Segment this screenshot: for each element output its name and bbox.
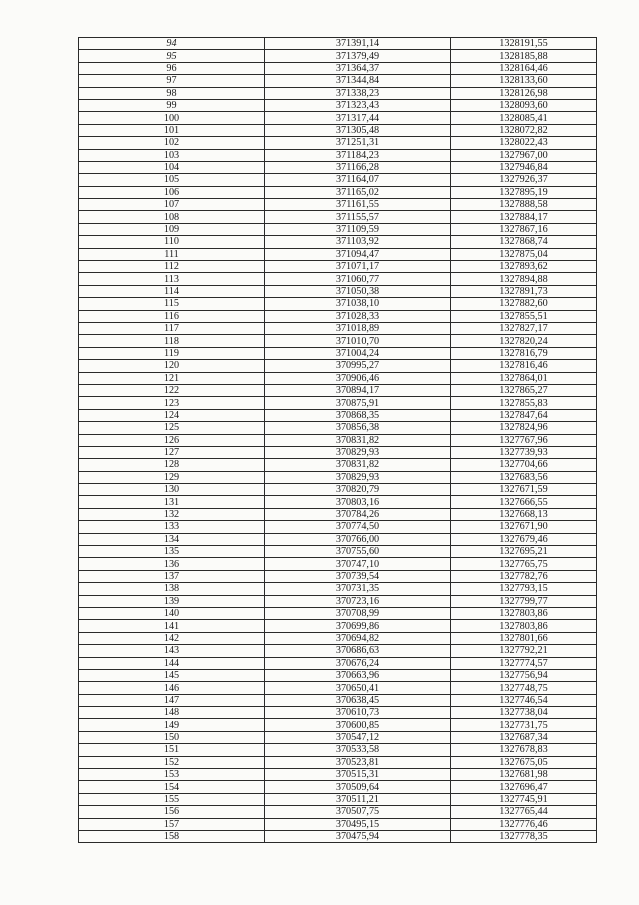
point-number-cell: 96: [79, 62, 265, 74]
point-number-cell: 104: [79, 161, 265, 173]
point-number-cell: 121: [79, 372, 265, 384]
table-row: [79, 211, 597, 223]
table-row: [79, 50, 597, 62]
y-coordinate-cell: 1327776,46: [451, 818, 597, 830]
point-number-cell: 135: [79, 546, 265, 558]
y-coordinate-cell: 1327891,73: [451, 285, 597, 297]
table-row: [79, 161, 597, 173]
table-row: [79, 174, 597, 186]
table-row: [79, 769, 597, 781]
y-coordinate-cell: 1327767,96: [451, 434, 597, 446]
point-number-cell: 106: [79, 186, 265, 198]
table-row: [79, 397, 597, 409]
table-row: [79, 38, 597, 50]
point-number-cell: 129: [79, 471, 265, 483]
y-coordinate-cell: 1327679,46: [451, 533, 597, 545]
point-number-cell: 155: [79, 793, 265, 805]
table-row: [79, 583, 597, 595]
point-number-cell: 115: [79, 298, 265, 310]
table-row: [79, 793, 597, 805]
x-coordinate-cell: 370708,99: [265, 607, 451, 619]
point-number-cell: 154: [79, 781, 265, 793]
table-row: [79, 223, 597, 235]
x-coordinate-cell: 370803,16: [265, 496, 451, 508]
x-coordinate-cell: 371165,02: [265, 186, 451, 198]
y-coordinate-cell: 1327774,57: [451, 657, 597, 669]
table-row: [79, 199, 597, 211]
table-row: [79, 360, 597, 372]
y-coordinate-cell: 1327756,94: [451, 669, 597, 681]
x-coordinate-cell: 370755,60: [265, 546, 451, 558]
table-row: [79, 446, 597, 458]
table-row: [79, 471, 597, 483]
x-coordinate-cell: 371038,10: [265, 298, 451, 310]
point-number-cell: 94: [79, 38, 265, 50]
x-coordinate-cell: 370784,26: [265, 508, 451, 520]
x-coordinate-cell: 370875,91: [265, 397, 451, 409]
table-row: [79, 372, 597, 384]
x-coordinate-cell: 370739,54: [265, 570, 451, 582]
x-coordinate-cell: 370820,79: [265, 484, 451, 496]
table-row: [79, 521, 597, 533]
y-coordinate-cell: 1327678,83: [451, 744, 597, 756]
y-coordinate-cell: 1327668,13: [451, 508, 597, 520]
y-coordinate-cell: 1327731,75: [451, 719, 597, 731]
point-number-cell: 145: [79, 669, 265, 681]
table-row: [79, 248, 597, 260]
point-number-cell: 148: [79, 707, 265, 719]
table-row: [79, 261, 597, 273]
point-number-cell: 130: [79, 484, 265, 496]
x-coordinate-cell: 371094,47: [265, 248, 451, 260]
table-row: [79, 236, 597, 248]
x-coordinate-cell: 370600,85: [265, 719, 451, 731]
y-coordinate-cell: 1327687,34: [451, 731, 597, 743]
point-number-cell: 153: [79, 769, 265, 781]
y-coordinate-cell: 1328093,60: [451, 99, 597, 111]
y-coordinate-cell: 1327827,17: [451, 322, 597, 334]
y-coordinate-cell: 1327782,76: [451, 570, 597, 582]
x-coordinate-cell: 370831,82: [265, 459, 451, 471]
point-number-cell: 133: [79, 521, 265, 533]
table-row: [79, 62, 597, 74]
y-coordinate-cell: 1327816,46: [451, 360, 597, 372]
y-coordinate-cell: 1328164,46: [451, 62, 597, 74]
y-coordinate-cell: 1328022,43: [451, 137, 597, 149]
table-row: [79, 707, 597, 719]
table-row: [79, 781, 597, 793]
table-row: [79, 112, 597, 124]
point-number-cell: 152: [79, 756, 265, 768]
x-coordinate-cell: 371060,77: [265, 273, 451, 285]
y-coordinate-cell: 1327867,16: [451, 223, 597, 235]
table-row: [79, 459, 597, 471]
table-row: [79, 806, 597, 818]
table-row: [79, 434, 597, 446]
y-coordinate-cell: 1327738,04: [451, 707, 597, 719]
y-coordinate-cell: 1327820,24: [451, 335, 597, 347]
point-number-cell: 136: [79, 558, 265, 570]
table-row: [79, 149, 597, 161]
table-row: [79, 570, 597, 582]
table-row: [79, 657, 597, 669]
x-coordinate-cell: 371161,55: [265, 199, 451, 211]
y-coordinate-cell: 1327865,27: [451, 384, 597, 396]
x-coordinate-cell: 370610,73: [265, 707, 451, 719]
table-row: [79, 682, 597, 694]
point-number-cell: 102: [79, 137, 265, 149]
y-coordinate-cell: 1327864,01: [451, 372, 597, 384]
point-number-cell: 107: [79, 199, 265, 211]
x-coordinate-cell: 370515,31: [265, 769, 451, 781]
table-row: [79, 546, 597, 558]
table-row: [79, 620, 597, 632]
point-number-cell: 117: [79, 322, 265, 334]
x-coordinate-cell: 371391,14: [265, 38, 451, 50]
x-coordinate-cell: 371103,92: [265, 236, 451, 248]
table-row: [79, 645, 597, 657]
point-number-cell: 124: [79, 409, 265, 421]
point-number-cell: 95: [79, 50, 265, 62]
point-number-cell: 149: [79, 719, 265, 731]
point-number-cell: 120: [79, 360, 265, 372]
table-row: [79, 558, 597, 570]
x-coordinate-cell: 370686,63: [265, 645, 451, 657]
table-row: [79, 508, 597, 520]
point-number-cell: 111: [79, 248, 265, 260]
point-number-cell: 127: [79, 446, 265, 458]
x-coordinate-cell: 371010,70: [265, 335, 451, 347]
table-row: [79, 694, 597, 706]
y-coordinate-cell: 1327824,96: [451, 422, 597, 434]
table-row: [79, 285, 597, 297]
point-number-cell: 122: [79, 384, 265, 396]
y-coordinate-cell: 1327746,54: [451, 694, 597, 706]
x-coordinate-cell: 371317,44: [265, 112, 451, 124]
x-coordinate-cell: 371379,49: [265, 50, 451, 62]
point-number-cell: 99: [79, 99, 265, 111]
coordinates-table: [78, 37, 597, 843]
table-row: [79, 273, 597, 285]
y-coordinate-cell: 1327739,93: [451, 446, 597, 458]
table-row: [79, 831, 597, 843]
x-coordinate-cell: 370650,41: [265, 682, 451, 694]
y-coordinate-cell: 1327868,74: [451, 236, 597, 248]
x-coordinate-cell: 370699,86: [265, 620, 451, 632]
x-coordinate-cell: 371155,57: [265, 211, 451, 223]
y-coordinate-cell: 1328191,55: [451, 38, 597, 50]
table-row: [79, 99, 597, 111]
x-coordinate-cell: 370723,16: [265, 595, 451, 607]
point-number-cell: 151: [79, 744, 265, 756]
point-number-cell: 158: [79, 831, 265, 843]
table-row: [79, 484, 597, 496]
x-coordinate-cell: 370856,38: [265, 422, 451, 434]
point-number-cell: 139: [79, 595, 265, 607]
x-coordinate-cell: 370511,21: [265, 793, 451, 805]
x-coordinate-cell: 371364,37: [265, 62, 451, 74]
y-coordinate-cell: 1327681,98: [451, 769, 597, 781]
point-number-cell: 128: [79, 459, 265, 471]
y-coordinate-cell: 1327847,64: [451, 409, 597, 421]
y-coordinate-cell: 1327884,17: [451, 211, 597, 223]
x-coordinate-cell: 371028,33: [265, 310, 451, 322]
x-coordinate-cell: 370638,45: [265, 694, 451, 706]
table-row: [79, 818, 597, 830]
y-coordinate-cell: 1327803,86: [451, 620, 597, 632]
table-row: [79, 298, 597, 310]
x-coordinate-cell: 370495,15: [265, 818, 451, 830]
x-coordinate-cell: 370676,24: [265, 657, 451, 669]
table-row: [79, 347, 597, 359]
point-number-cell: 140: [79, 607, 265, 619]
table-row: [79, 137, 597, 149]
y-coordinate-cell: 1327882,60: [451, 298, 597, 310]
x-coordinate-cell: 370894,17: [265, 384, 451, 396]
point-number-cell: 103: [79, 149, 265, 161]
point-number-cell: 110: [79, 236, 265, 248]
point-number-cell: 131: [79, 496, 265, 508]
y-coordinate-cell: 1327748,75: [451, 682, 597, 694]
x-coordinate-cell: 370829,93: [265, 471, 451, 483]
y-coordinate-cell: 1327671,90: [451, 521, 597, 533]
y-coordinate-cell: 1327683,56: [451, 471, 597, 483]
point-number-cell: 141: [79, 620, 265, 632]
x-coordinate-cell: 371071,17: [265, 261, 451, 273]
y-coordinate-cell: 1327926,37: [451, 174, 597, 186]
y-coordinate-cell: 1328126,98: [451, 87, 597, 99]
x-coordinate-cell: 370831,82: [265, 434, 451, 446]
x-coordinate-cell: 371164,07: [265, 174, 451, 186]
y-coordinate-cell: 1327855,51: [451, 310, 597, 322]
x-coordinate-cell: 370663,96: [265, 669, 451, 681]
x-coordinate-cell: 370507,75: [265, 806, 451, 818]
x-coordinate-cell: 371305,48: [265, 124, 451, 136]
y-coordinate-cell: 1327793,15: [451, 583, 597, 595]
point-number-cell: 150: [79, 731, 265, 743]
point-number-cell: 98: [79, 87, 265, 99]
table-row: [79, 322, 597, 334]
table-row: [79, 669, 597, 681]
y-coordinate-cell: 1327801,66: [451, 632, 597, 644]
y-coordinate-cell: 1328185,88: [451, 50, 597, 62]
point-number-cell: 108: [79, 211, 265, 223]
table-row: [79, 632, 597, 644]
x-coordinate-cell: 371050,38: [265, 285, 451, 297]
table-row: [79, 186, 597, 198]
point-number-cell: 144: [79, 657, 265, 669]
x-coordinate-cell: 371323,43: [265, 99, 451, 111]
point-number-cell: 125: [79, 422, 265, 434]
y-coordinate-cell: 1327894,88: [451, 273, 597, 285]
point-number-cell: 97: [79, 75, 265, 87]
point-number-cell: 100: [79, 112, 265, 124]
y-coordinate-cell: 1327888,58: [451, 199, 597, 211]
x-coordinate-cell: 371166,28: [265, 161, 451, 173]
point-number-cell: 134: [79, 533, 265, 545]
point-number-cell: 112: [79, 261, 265, 273]
point-number-cell: 132: [79, 508, 265, 520]
point-number-cell: 138: [79, 583, 265, 595]
y-coordinate-cell: 1327803,86: [451, 607, 597, 619]
point-number-cell: 156: [79, 806, 265, 818]
x-coordinate-cell: 371109,59: [265, 223, 451, 235]
y-coordinate-cell: 1327696,47: [451, 781, 597, 793]
table-row: [79, 595, 597, 607]
point-number-cell: 146: [79, 682, 265, 694]
x-coordinate-cell: 371018,89: [265, 322, 451, 334]
x-coordinate-cell: 370533,58: [265, 744, 451, 756]
x-coordinate-cell: 370766,00: [265, 533, 451, 545]
y-coordinate-cell: 1327855,83: [451, 397, 597, 409]
x-coordinate-cell: 371338,23: [265, 87, 451, 99]
y-coordinate-cell: 1328085,41: [451, 112, 597, 124]
table-row: [79, 731, 597, 743]
y-coordinate-cell: 1327967,00: [451, 149, 597, 161]
point-number-cell: 137: [79, 570, 265, 582]
table-row: [79, 533, 597, 545]
point-number-cell: 113: [79, 273, 265, 285]
point-number-cell: 147: [79, 694, 265, 706]
point-number-cell: 119: [79, 347, 265, 359]
y-coordinate-cell: 1327799,77: [451, 595, 597, 607]
point-number-cell: 105: [79, 174, 265, 186]
x-coordinate-cell: 370694,82: [265, 632, 451, 644]
table-row: [79, 75, 597, 87]
table-row: [79, 310, 597, 322]
point-number-cell: 109: [79, 223, 265, 235]
y-coordinate-cell: 1327666,55: [451, 496, 597, 508]
y-coordinate-cell: 1327778,35: [451, 831, 597, 843]
y-coordinate-cell: 1327704,66: [451, 459, 597, 471]
y-coordinate-cell: 1327893,62: [451, 261, 597, 273]
x-coordinate-cell: 371344,84: [265, 75, 451, 87]
table-row: [79, 384, 597, 396]
x-coordinate-cell: 370868,35: [265, 409, 451, 421]
table-row: [79, 124, 597, 136]
x-coordinate-cell: 370995,27: [265, 360, 451, 372]
y-coordinate-cell: 1327745,91: [451, 793, 597, 805]
point-number-cell: 116: [79, 310, 265, 322]
y-coordinate-cell: 1327875,04: [451, 248, 597, 260]
point-number-cell: 143: [79, 645, 265, 657]
point-number-cell: 142: [79, 632, 265, 644]
table-row: [79, 335, 597, 347]
table-row: [79, 719, 597, 731]
table-row: [79, 409, 597, 421]
y-coordinate-cell: 1327792,21: [451, 645, 597, 657]
point-number-cell: 126: [79, 434, 265, 446]
y-coordinate-cell: 1327946,84: [451, 161, 597, 173]
x-coordinate-cell: 370523,81: [265, 756, 451, 768]
table-row: [79, 744, 597, 756]
y-coordinate-cell: 1327765,75: [451, 558, 597, 570]
y-coordinate-cell: 1327695,21: [451, 546, 597, 558]
table-row: [79, 756, 597, 768]
table-row: [79, 496, 597, 508]
x-coordinate-cell: 371004,24: [265, 347, 451, 359]
y-coordinate-cell: 1328072,82: [451, 124, 597, 136]
point-number-cell: 118: [79, 335, 265, 347]
y-coordinate-cell: 1328133,60: [451, 75, 597, 87]
x-coordinate-cell: 370547,12: [265, 731, 451, 743]
y-coordinate-cell: 1327816,79: [451, 347, 597, 359]
x-coordinate-cell: 370774,50: [265, 521, 451, 533]
x-coordinate-cell: 370509,64: [265, 781, 451, 793]
table-row: [79, 422, 597, 434]
y-coordinate-cell: 1327671,59: [451, 484, 597, 496]
table-row: [79, 607, 597, 619]
coordinates-table-body: [79, 38, 597, 843]
table-row: [79, 87, 597, 99]
y-coordinate-cell: 1327895,19: [451, 186, 597, 198]
point-number-cell: 101: [79, 124, 265, 136]
x-coordinate-cell: 371184,23: [265, 149, 451, 161]
point-number-cell: 123: [79, 397, 265, 409]
y-coordinate-cell: 1327675,05: [451, 756, 597, 768]
x-coordinate-cell: 371251,31: [265, 137, 451, 149]
point-number-cell: 157: [79, 818, 265, 830]
x-coordinate-cell: 370731,35: [265, 583, 451, 595]
x-coordinate-cell: 370829,93: [265, 446, 451, 458]
x-coordinate-cell: 370906,46: [265, 372, 451, 384]
y-coordinate-cell: 1327765,44: [451, 806, 597, 818]
x-coordinate-cell: 370747,10: [265, 558, 451, 570]
x-coordinate-cell: 370475,94: [265, 831, 451, 843]
point-number-cell: 114: [79, 285, 265, 297]
